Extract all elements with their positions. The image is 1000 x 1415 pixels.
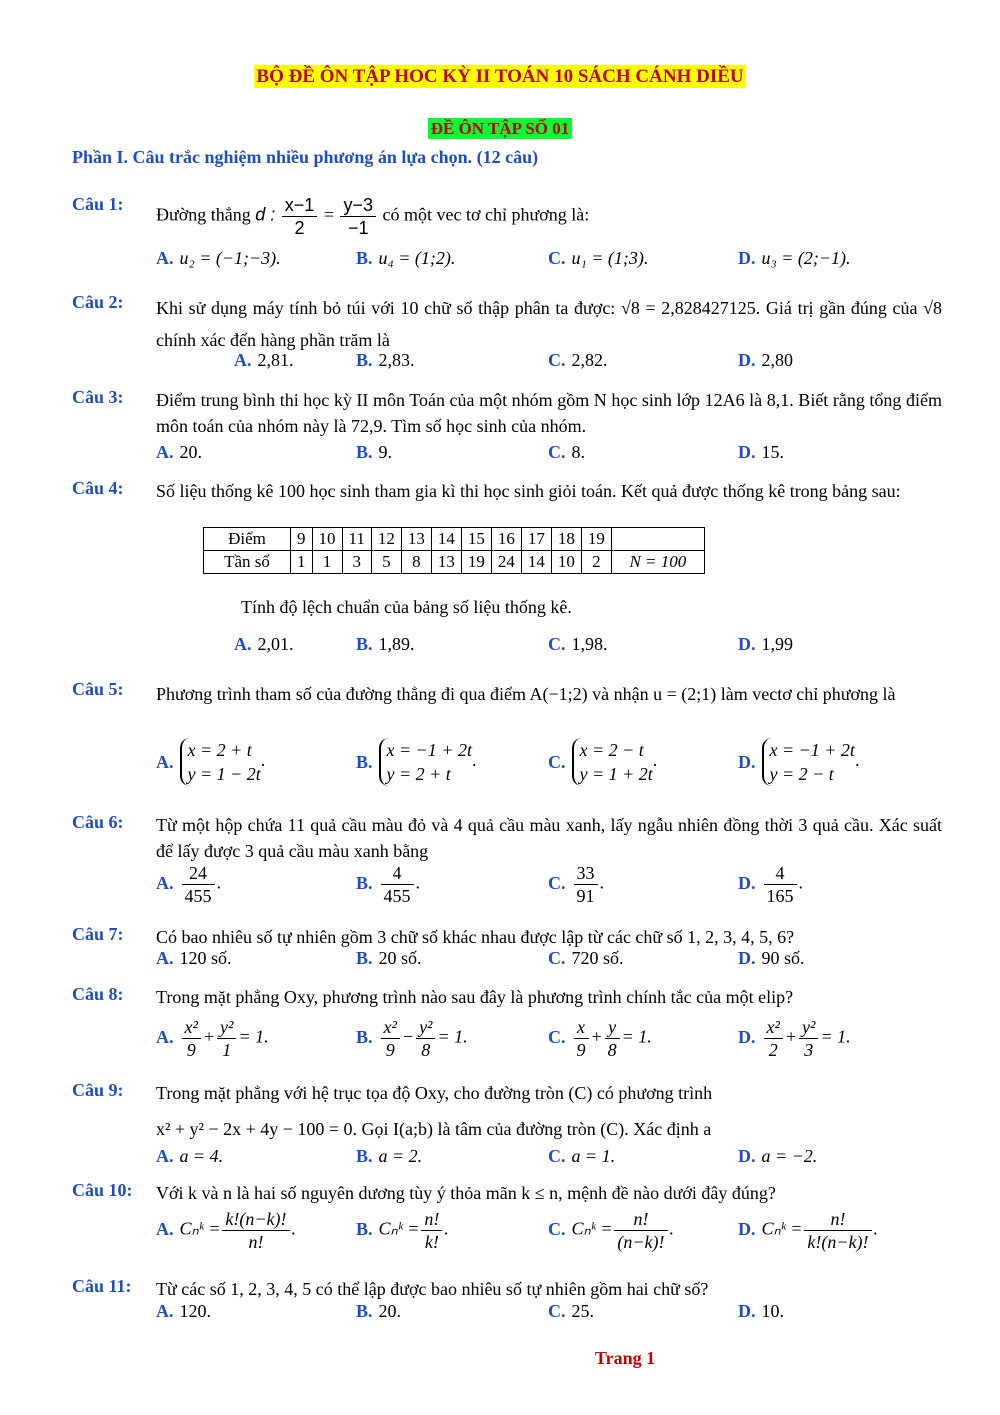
options-10: [72, 1208, 942, 1258]
question-10: [72, 1180, 942, 1206]
option-d[interactable]: D. 90 số.: [738, 948, 805, 968]
option-d[interactable]: D. $\frac{\text{x²}}{2}$ + $\frac{\text{y²}}{3}$ = 1.: [738, 1017, 851, 1060]
option-d[interactable]: D. 2,80: [738, 350, 793, 370]
question-text: Trong mặt phẳng Oxy, phương trình nào sau đây là phương trình chính tắc của một elip?: [156, 987, 794, 1007]
options-11: [72, 1301, 942, 1327]
option-d[interactable]: D. 1,99: [738, 634, 793, 654]
question-text: Trong mặt phẳng với hệ trục tọa độ Oxy, cho đường tròn (C) có phương trình: [156, 1083, 713, 1103]
option-c[interactable]: C. x = 2 − t y = 1 + 2t .: [548, 740, 658, 784]
options-8: [72, 1016, 942, 1064]
option-d[interactable]: D. 10.: [738, 1301, 784, 1321]
option-c[interactable]: C. $\frac{x}{9}$ + $\frac{y}{8}$ = 1.: [548, 1017, 652, 1060]
option-c[interactable]: C. 8.: [548, 442, 585, 462]
question-label: Câu 7:: [72, 924, 124, 944]
exam-subtitle: ĐỀ ÔN TẬP SỐ 01: [0, 118, 1000, 139]
question-prompt: Tính độ lệch chuẩn của bảng số liệu thống kê.: [241, 597, 572, 617]
option-a[interactable]: A. Cₙᵏ = $\frac{k!(n-k)!}{n!}$ .: [156, 1209, 296, 1252]
option-a[interactable]: A. $\frac{\text{x²}}{9}$ + $\frac{\text{y²}}{1}$ = 1.: [156, 1017, 269, 1060]
equation-system: x = 2 + t y = 1 − 2t: [180, 738, 261, 786]
question-text: Phương trình tham số của đường thẳng đi qua điểm A(−1;2) và nhận u = (2;1) làm vectơ chỉ phương là: [156, 684, 896, 704]
option-a[interactable]: A. u₂ = (−1;−3).: [156, 248, 281, 268]
question-label: Câu 2:: [72, 292, 124, 312]
question-label: Câu 4:: [72, 478, 124, 498]
options-3: [72, 442, 942, 468]
option-b[interactable]: B. a = 2.: [356, 1146, 423, 1166]
option-b[interactable]: B. u₄ = (1;2).: [356, 248, 456, 268]
option-c[interactable]: C. u₁ = (1;3).: [548, 248, 649, 268]
question-text: Điểm trung bình thi học kỳ II môn Toán của một nhóm gồm N học sinh lớp 12A6 là 8,1. Biết rằng tổng điểm môn toán của nhóm này là 72,9. Tìm số học sinh của nhóm.: [156, 390, 942, 436]
equation-system: x = −1 + 2t y = 2 − t: [762, 738, 855, 786]
option-a[interactable]: A. 2,81.: [234, 350, 294, 370]
question-6: [72, 812, 942, 864]
option-d[interactable]: D. 15.: [738, 442, 784, 462]
option-b[interactable]: B. 2,83.: [356, 350, 415, 370]
frequency-table: Điểm 9 10 11 12 13 14 15 16 17 18 19 Tần số 1 1 3 5 8 13 19 24 14 10 2 N = 100: [203, 527, 705, 574]
option-a[interactable]: A. $\frac{24}{455}$ .: [156, 863, 221, 906]
page-number: Trang 1: [594, 1348, 656, 1368]
option-a[interactable]: A. 120.: [156, 1301, 211, 1321]
option-b[interactable]: B. $\frac{\text{x²}}{9}$ − $\frac{\text{y²}}{8}$ = 1.: [356, 1017, 468, 1060]
option-c[interactable]: C. 1,98.: [548, 634, 608, 654]
question-11: [72, 1276, 942, 1302]
option-d[interactable]: D. x = −1 + 2t y = 2 − t .: [738, 740, 860, 784]
option-c[interactable]: C. a = 1.: [548, 1146, 616, 1166]
question-label: Câu 5:: [72, 679, 124, 699]
options-1: [72, 248, 942, 274]
option-d[interactable]: D. $\frac{4}{165}$ .: [738, 863, 803, 906]
question-label: Câu 9:: [72, 1080, 124, 1100]
part-heading: Phần I. Câu trắc nghiệm nhiều phương án lựa chọn. (12 câu): [72, 147, 539, 167]
question-label: Câu 10:: [72, 1180, 133, 1200]
question-4: [72, 478, 942, 504]
option-d[interactable]: D. u₃ = (2;−1).: [738, 248, 851, 268]
option-b[interactable]: B. x = −1 + 2t y = 2 + t .: [356, 740, 477, 784]
option-a[interactable]: A. 20.: [156, 442, 202, 462]
option-a[interactable]: A. 120 số.: [156, 948, 232, 968]
option-d[interactable]: D. a = −2.: [738, 1146, 818, 1166]
document-title: BỘ ĐỀ ÔN TẬP HOC KỲ II TOÁN 10 SÁCH CÁNH DIỀU: [256, 66, 744, 87]
question-text: Khi sử dụng máy tính bỏ túi với 10 chữ số thập phân ta được: √8 = 2,828427125. Giá trị gần đúng của √8 chính xác đến hàng phần trăm là: [156, 298, 942, 350]
options-7: [72, 948, 942, 974]
option-b[interactable]: B. $\frac{4}{455}$ .: [356, 863, 421, 906]
options-5: [72, 738, 942, 792]
option-c[interactable]: C. 2,82.: [548, 350, 608, 370]
option-a[interactable]: A. a = 4.: [156, 1146, 224, 1166]
options-9: [72, 1146, 942, 1172]
option-a[interactable]: A. x = 2 + t y = 1 − 2t .: [156, 740, 266, 784]
option-c[interactable]: C. 720 số.: [548, 948, 624, 968]
question-text: Từ các số 1, 2, 3, 4, 5 có thể lập được bao nhiêu số tự nhiên gồm hai chữ số?: [156, 1279, 709, 1299]
question-3: [72, 387, 942, 439]
question-label: Câu 1:: [72, 194, 124, 214]
question-text: Số liệu thống kê 100 học sinh tham gia kì thi học sinh giỏi toán. Kết quả được thống kê trong bảng sau:: [156, 481, 901, 501]
question-text: Từ một hộp chứa 11 quả cầu màu đỏ và 4 quả cầu màu xanh, lấy ngẫu nhiên đồng thời 3 quả cầu. Xác suất để lấy được 3 quả cầu màu xanh bằng: [156, 815, 942, 861]
question-text: Với k và n là hai số nguyên dương tùy ý thỏa mãn k ≤ n, mệnh đề nào dưới đây đúng?: [156, 1183, 776, 1203]
option-c[interactable]: C. $\frac{33}{91}$ .: [548, 863, 604, 906]
table-header: Điểm: [204, 528, 291, 551]
table-header: Tần số: [204, 551, 291, 574]
question-text: Có bao nhiêu số tự nhiên gồm 3 chữ số khác nhau được lập từ các chữ số 1, 2, 3, 4, 5, 6?: [156, 927, 795, 947]
options-6: [72, 862, 942, 910]
question-1: Câu 1: Đường thẳng d : $\frac{x-1}{2}$ = $\frac{y-3}{-1}$ có một vec tơ chỉ phương là:: [72, 194, 590, 238]
option-d[interactable]: D. Cₙᵏ = $\frac{n!}{k!(n-k)!}$ .: [738, 1209, 878, 1252]
option-b[interactable]: B. 20.: [356, 1301, 402, 1321]
question-label: Câu 8:: [72, 984, 124, 1004]
question-label: Câu 11:: [72, 1276, 132, 1296]
question-8: [72, 984, 942, 1010]
equation-system: x = 2 − t y = 1 + 2t: [572, 738, 653, 786]
options-2: [72, 350, 942, 376]
option-b[interactable]: B. 20 số.: [356, 948, 422, 968]
option-b[interactable]: B. 1,89.: [356, 634, 415, 654]
question-2: [72, 292, 942, 356]
question-label: Câu 6:: [72, 812, 124, 832]
fraction: $\frac{y-3}{-1}$: [340, 194, 376, 239]
option-c[interactable]: C. Cₙᵏ = $\frac{n!}{(n-k)!}$ .: [548, 1209, 675, 1252]
question-9: [72, 1080, 942, 1142]
option-c[interactable]: C. 25.: [548, 1301, 594, 1321]
options-4: [72, 634, 942, 660]
fraction: $\frac{x-1}{2}$: [282, 194, 318, 239]
question-7: [72, 924, 942, 950]
question-label: Câu 3:: [72, 387, 124, 407]
option-a[interactable]: A. 2,01.: [234, 634, 294, 654]
question-text: x² + y² − 2x + 4y − 100 = 0. Gọi I(a;b) là tâm của đường tròn (C). Xác định a: [156, 1119, 712, 1139]
equation-system: x = −1 + 2t y = 2 + t: [379, 738, 472, 786]
option-b[interactable]: B. 9.: [356, 442, 393, 462]
question-5: [72, 679, 942, 709]
option-b[interactable]: B. Cₙᵏ = $\frac{n!}{k!}$ .: [356, 1209, 449, 1252]
